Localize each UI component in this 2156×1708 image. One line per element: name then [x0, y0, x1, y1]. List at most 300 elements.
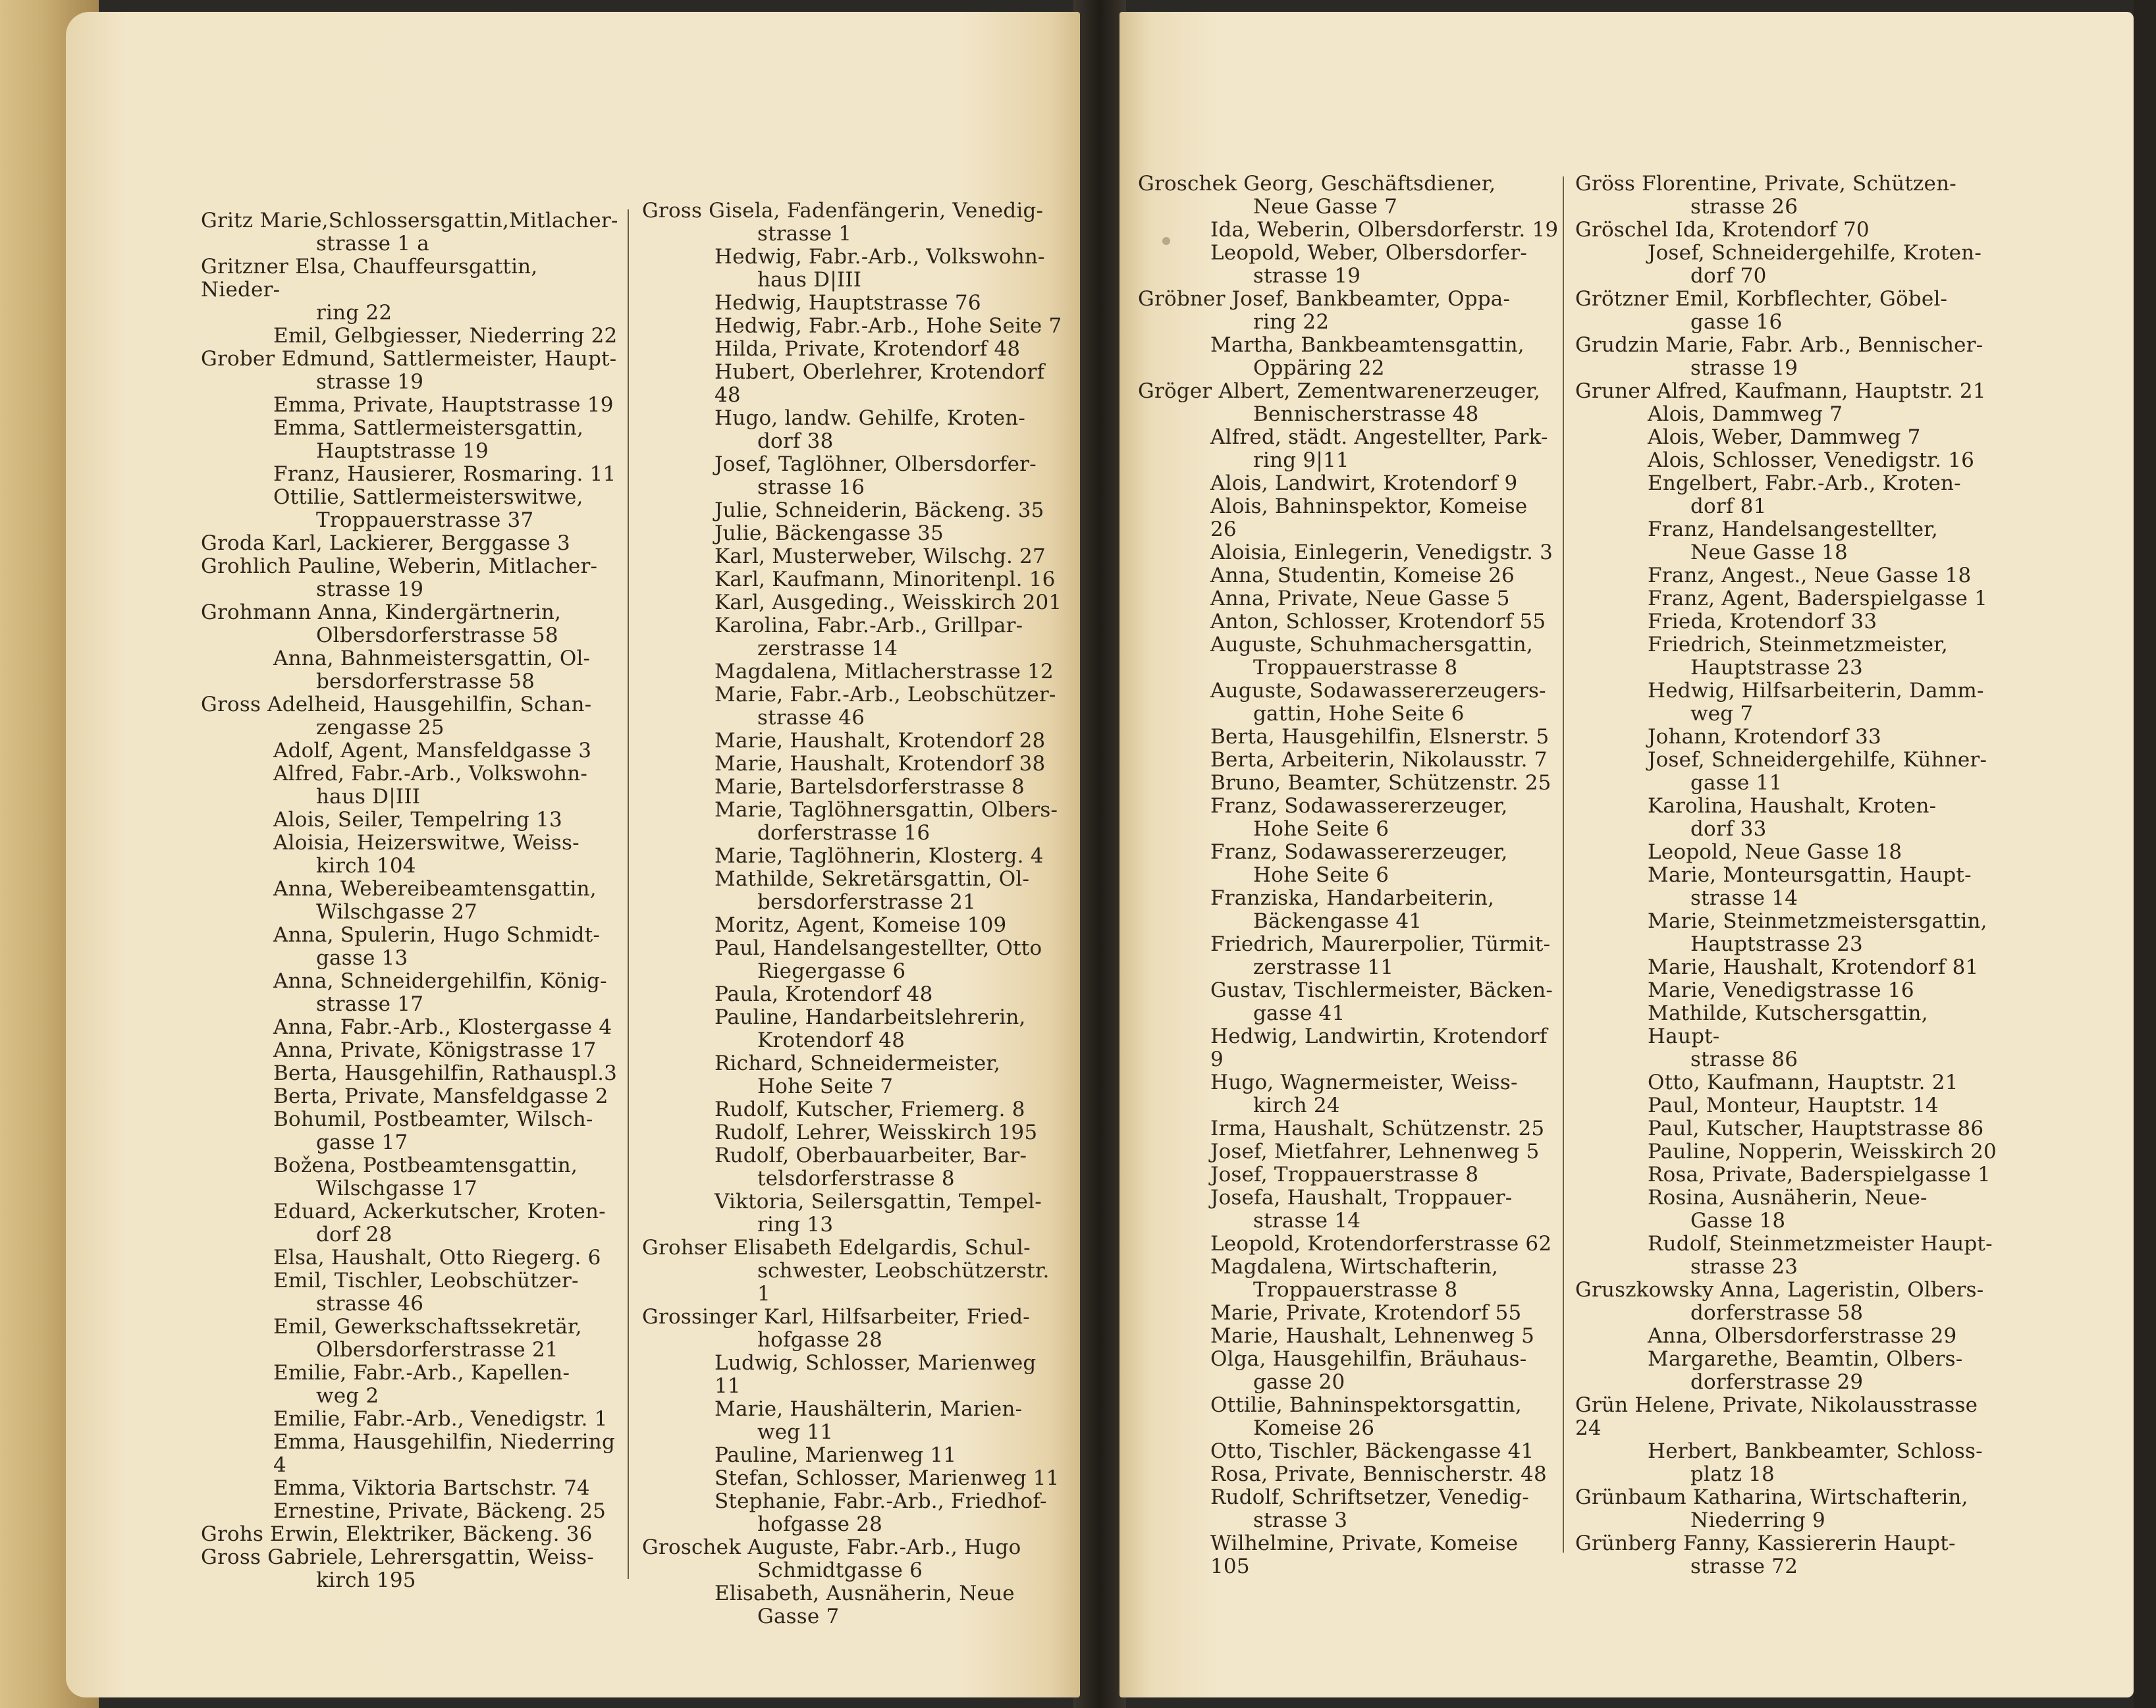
directory-entry — [642, 914, 1064, 937]
entry-continuation-line: platz 18 — [1690, 1462, 1775, 1486]
directory-entry — [1138, 1302, 1559, 1325]
directory-entry — [201, 1108, 622, 1154]
entry-continuation-line: schwester, Leobschützerstr. 1 — [757, 1259, 1050, 1306]
entry-line: Groschek Auguste, Fabr.-Arb., Hugo — [642, 1535, 1021, 1559]
entry-continuation-line: telsdorferstrasse 8 — [757, 1167, 955, 1190]
directory-entry — [1575, 795, 2003, 841]
directory-entry — [1138, 1486, 1559, 1532]
directory-entry — [201, 924, 622, 970]
directory-entry — [1138, 610, 1559, 633]
entry-line: Magdalena, Mitlacherstrasse 12 — [714, 660, 1054, 683]
entry-line: Berta, Arbeiterin, Nikolausstr. 7 — [1210, 748, 1548, 772]
directory-entry — [201, 417, 622, 463]
directory-entry-surname — [201, 255, 622, 325]
directory-entry-surname — [201, 601, 622, 647]
directory-entry — [1575, 1163, 2003, 1187]
directory-entry — [642, 1467, 1064, 1490]
directory-entry — [1138, 495, 1559, 541]
entry-line: Gröschel Ida, Krotendorf 70 — [1575, 218, 1870, 242]
entry-line: Bohumil, Postbeamter, Wilsch- — [273, 1108, 593, 1131]
entry-continuation-line: Troppauerstrasse 8 — [1253, 1278, 1458, 1302]
entry-line: Emma, Private, Hauptstrasse 19 — [273, 393, 614, 417]
entry-continuation-line: zerstrasse 14 — [757, 637, 898, 660]
directory-entry — [642, 753, 1064, 776]
directory-entry — [201, 394, 622, 417]
entry-line: Stephanie, Fabr.-Arb., Friedhof- — [714, 1489, 1047, 1513]
entry-continuation-line: Neue Gasse 7 — [1253, 195, 1398, 219]
directory-entry — [201, 486, 622, 532]
entry-continuation-line: Oppäring 22 — [1253, 356, 1385, 380]
entry-line: Karl, Kaufmann, Minoritenpl. 16 — [714, 568, 1056, 591]
directory-entry — [1575, 518, 2003, 564]
entry-line: Elsa, Haushalt, Otto Riegerg. 6 — [273, 1246, 601, 1269]
entry-line: Josefa, Haushalt, Troppauer- — [1210, 1186, 1513, 1210]
directory-entry — [1138, 1463, 1559, 1486]
entry-line: Richard, Schneidermeister, — [714, 1052, 1001, 1075]
directory-entry-surname — [201, 1546, 622, 1592]
entry-line: Magdalena, Wirtschafterin, — [1210, 1255, 1499, 1279]
entry-line: Otto, Tischler, Bäckengasse 41 — [1210, 1439, 1534, 1463]
entry-line: Alois, Schlosser, Venedigstr. 16 — [1648, 448, 1975, 472]
entry-line: Karl, Ausgeding., Weisskirch 201 — [714, 591, 1062, 614]
directory-entry — [642, 1352, 1064, 1398]
entry-line: Otto, Kaufmann, Hauptstr. 21 — [1648, 1071, 1958, 1094]
entry-line: Grudzin Marie, Fabr. Arb., Bennischer- — [1575, 333, 1983, 357]
entry-continuation-line: kirch 104 — [316, 854, 416, 878]
entry-continuation-line: Bäckengasse 41 — [1253, 909, 1422, 933]
entry-line: Hubert, Oberlehrer, Krotendorf 48 — [714, 360, 1045, 407]
entry-continuation-line: dorferstrasse 58 — [1690, 1301, 1864, 1325]
entry-line: Moritz, Agent, Komeise 109 — [714, 913, 1007, 937]
entry-line: Karolina, Fabr.-Arb., Grillpar- — [714, 614, 1023, 637]
entry-line: Josef, Taglöhner, Olbersdorfer- — [714, 452, 1037, 476]
entry-line: Pauline, Nopperin, Weisskirch 20 — [1648, 1140, 1997, 1163]
directory-entry-surname — [201, 209, 622, 255]
entry-continuation-line: strasse 3 — [1253, 1508, 1348, 1532]
entry-line: Hedwig, Landwirtin, Krotendorf 9 — [1210, 1025, 1548, 1071]
entry-continuation-line: gasse 13 — [316, 946, 408, 970]
entry-continuation-line: Hauptstrasse 23 — [1690, 656, 1863, 680]
entry-continuation-line: haus D|III — [757, 268, 862, 292]
entry-continuation-line: strasse 19 — [316, 577, 424, 601]
entry-continuation-line: Neue Gasse 18 — [1690, 541, 1848, 564]
directory-entry — [642, 868, 1064, 914]
directory-entry-surname — [201, 532, 622, 555]
entry-line: Auguste, Sodawassererzeugers- — [1210, 679, 1546, 703]
directory-entry — [1138, 933, 1559, 979]
directory-entry — [642, 799, 1064, 845]
entry-line: Alfred, Fabr.-Arb., Volkswohn- — [273, 762, 587, 786]
directory-entry-surname — [1575, 380, 2003, 403]
directory-entry — [201, 1477, 622, 1500]
entry-continuation-line: zerstrasse 11 — [1253, 955, 1394, 979]
directory-entry-surname — [1575, 334, 2003, 380]
background-right-edge — [2134, 0, 2156, 1708]
entry-continuation-line: strasse 46 — [316, 1292, 424, 1316]
directory-entry-surname — [642, 1237, 1064, 1306]
directory-entry — [1138, 541, 1559, 564]
entry-line: Berta, Hausgehilfin, Elsnerstr. 5 — [1210, 725, 1550, 749]
directory-entry — [1138, 1117, 1559, 1140]
directory-entry-surname — [201, 1523, 622, 1546]
directory-entry — [642, 1098, 1064, 1121]
entry-line: Auguste, Schuhmachersgattin, — [1210, 633, 1533, 656]
entry-line: Gross Gabriele, Lehrersgattin, Weiss- — [201, 1545, 594, 1569]
entry-line: Marie, Haushalt, Lehnenweg 5 — [1210, 1324, 1535, 1348]
directory-entry-surname — [642, 1536, 1064, 1582]
entry-line: Josef, Troppauerstrasse 8 — [1210, 1163, 1479, 1187]
directory-entry — [642, 292, 1064, 315]
directory-entry — [201, 970, 622, 1016]
directory-entry — [1575, 472, 2003, 518]
directory-entry — [201, 1500, 622, 1523]
entry-continuation-line: dorf 81 — [1690, 494, 1767, 518]
entry-line: Viktoria, Seilersgattin, Tempel- — [714, 1190, 1042, 1214]
directory-entry — [1575, 633, 2003, 680]
directory-entry — [642, 591, 1064, 614]
directory-entry — [642, 776, 1064, 799]
entry-continuation-line: weg 11 — [757, 1420, 834, 1444]
left-page-column-1 — [201, 209, 622, 1592]
entry-line: Aloisia, Heizerswitwe, Weiss- — [273, 831, 579, 855]
entry-line: Paul, Handelsangestellter, Otto — [714, 936, 1042, 960]
entry-continuation-line: strasse 23 — [1690, 1255, 1798, 1279]
entry-line: Hugo, Wagnermeister, Weiss- — [1210, 1071, 1518, 1094]
directory-entry — [1575, 1187, 2003, 1233]
entry-line: Aloisia, Einlegerin, Venedigstr. 3 — [1210, 541, 1553, 564]
directory-entry-surname — [1575, 219, 2003, 242]
directory-entry — [1575, 426, 2003, 449]
directory-entry — [1138, 587, 1559, 610]
entry-continuation-line: strasse 86 — [1690, 1048, 1798, 1071]
entry-continuation-line: Troppauerstrasse 37 — [316, 508, 534, 532]
directory-entry — [1138, 1394, 1559, 1440]
entry-continuation-line: Riegergasse 6 — [757, 959, 906, 983]
entry-line: Anna, Private, Neue Gasse 5 — [1210, 587, 1510, 610]
entry-line: Emma, Sattlermeistersgattin, — [273, 416, 583, 440]
directory-entry — [1575, 1440, 2003, 1486]
entry-continuation-line: ring 22 — [316, 301, 392, 325]
entry-line: Bruno, Beamter, Schützenstr. 25 — [1210, 771, 1551, 795]
entry-continuation-line: gasse 41 — [1253, 1001, 1345, 1025]
directory-entry — [201, 325, 622, 348]
directory-entry — [642, 614, 1064, 660]
entry-line: Mathilde, Kutschersgattin, Haupt- — [1648, 1001, 1928, 1048]
entry-continuation-line: haus D|III — [316, 785, 421, 809]
entry-line: Rudolf, Steinmetzmeister Haupt- — [1648, 1232, 1993, 1256]
entry-line: Anna, Bahnmeistersgattin, Ol- — [273, 647, 591, 670]
entry-continuation-line: strasse 16 — [757, 475, 865, 499]
entry-line: Hedwig, Fabr.-Arb., Volkswohn- — [714, 245, 1045, 269]
directory-entry — [1138, 242, 1559, 288]
directory-entry — [642, 1144, 1064, 1190]
entry-continuation-line: Olbersdorferstrasse 21 — [316, 1338, 558, 1362]
directory-entry-surname — [201, 348, 622, 394]
entry-continuation-line: strasse 19 — [1253, 264, 1361, 288]
entry-line: Marie, Haushalt, Krotendorf 81 — [1648, 955, 1979, 979]
entry-line: Martha, Bankbeamtensgattin, — [1210, 333, 1524, 357]
entry-continuation-line: bersdorferstrasse 58 — [316, 670, 535, 693]
entry-line: Božena, Postbeamtensgattin, — [273, 1154, 578, 1177]
entry-line: Engelbert, Fabr.-Arb., Kroten- — [1648, 471, 1961, 495]
directory-entry — [201, 878, 622, 924]
directory-entry — [201, 1154, 622, 1200]
directory-entry — [201, 739, 622, 762]
entry-line: Groda Karl, Lackierer, Berggasse 3 — [201, 531, 570, 555]
entry-line: Anton, Schlosser, Krotendorf 55 — [1210, 610, 1546, 633]
entry-line: Johann, Krotendorf 33 — [1648, 725, 1881, 749]
entry-continuation-line: Hohe Seite 7 — [757, 1075, 894, 1098]
directory-entry — [642, 338, 1064, 361]
entry-line: Rosa, Private, Baderspielgasse 1 — [1648, 1163, 1991, 1187]
entry-continuation-line: strasse 26 — [1690, 195, 1798, 219]
directory-entry — [201, 1408, 622, 1431]
entry-line: Marie, Monteursgattin, Haupt- — [1648, 863, 1972, 887]
entry-line: Mathilde, Sekretärsgattin, Ol- — [714, 867, 1030, 891]
directory-entry — [1575, 979, 2003, 1002]
entry-line: Pauline, Handarbeitslehrerin, — [714, 1005, 1026, 1029]
entry-line: Emma, Viktoria Bartschstr. 74 — [273, 1476, 590, 1500]
entry-line: Grün Helene, Private, Nikolausstrasse 24 — [1575, 1393, 1978, 1440]
entry-line: Anna, Private, Königstrasse 17 — [273, 1038, 597, 1062]
entry-line: Grünbaum Katharina, Wirtschafterin, — [1575, 1485, 1968, 1509]
directory-entry — [642, 453, 1064, 499]
directory-entry — [201, 1085, 622, 1108]
entry-continuation-line: Wilschgasse 17 — [316, 1177, 477, 1200]
entry-continuation-line: strasse 1 a — [316, 232, 429, 255]
directory-entry — [1138, 772, 1559, 795]
entry-continuation-line: Troppauerstrasse 8 — [1253, 656, 1458, 680]
directory-entry-surname — [1575, 1532, 2003, 1578]
entry-line: Gustav, Tischlermeister, Bäcken- — [1210, 978, 1553, 1002]
entry-line: Groschek Georg, Geschäftsdiener, — [1138, 172, 1496, 196]
entry-line: Gruner Alfred, Kaufmann, Hauptstr. 21 — [1575, 379, 1986, 403]
entry-continuation-line: Hohe Seite 6 — [1253, 863, 1389, 887]
directory-entry — [642, 568, 1064, 591]
entry-line: Josef, Schneidergehilfe, Kroten- — [1648, 241, 1982, 265]
entry-line: Rudolf, Oberbauarbeiter, Bar- — [714, 1144, 1027, 1167]
directory-entry — [1138, 979, 1559, 1025]
entry-line: Ida, Weberin, Olbersdorferstr. 19 — [1210, 218, 1559, 242]
entry-line: Grohser Elisabeth Edelgardis, Schul- — [642, 1236, 1031, 1260]
entry-line: Gritzner Elsa, Chauffeursgattin, Nieder- — [201, 255, 538, 302]
directory-entry — [1138, 1187, 1559, 1233]
entry-line: Hedwig, Hilfsarbeiterin, Damm- — [1648, 679, 1984, 703]
directory-entry — [1575, 864, 2003, 910]
entry-continuation-line: weg 2 — [316, 1384, 379, 1408]
entry-continuation-line: gasse 16 — [1690, 310, 1783, 334]
directory-entry — [1575, 449, 2003, 472]
entry-line: Franz, Agent, Baderspielgasse 1 — [1648, 587, 1987, 610]
directory-entry — [1575, 1140, 2003, 1163]
entry-continuation-line: dorf 33 — [1690, 817, 1767, 841]
entry-continuation-line: strasse 46 — [757, 706, 865, 730]
entry-line: Emil, Gewerkschaftssekretär, — [273, 1315, 582, 1339]
directory-entry — [642, 522, 1064, 545]
entry-line: Franz, Angest., Neue Gasse 18 — [1648, 564, 1972, 587]
directory-entry — [642, 1444, 1064, 1467]
entry-continuation-line: zengasse 25 — [316, 716, 445, 739]
right-page-column-2 — [1575, 173, 2003, 1578]
entry-continuation-line: ring 9|11 — [1253, 448, 1349, 472]
entry-line: Friedrich, Maurerpolier, Türmit- — [1210, 932, 1551, 956]
left-page-column-2 — [642, 200, 1064, 1628]
directory-entry-surname — [201, 693, 622, 739]
entry-line: Marie, Haushalt, Krotendorf 28 — [714, 729, 1046, 753]
entry-line: Alois, Bahninspektor, Komeise 26 — [1210, 494, 1528, 541]
directory-entry — [1138, 795, 1559, 841]
book-gutter — [1073, 0, 1126, 1708]
directory-entry — [642, 683, 1064, 730]
entry-line: Friedrich, Steinmetzmeister, — [1648, 633, 1948, 656]
entry-line: Marie, Taglöhnerin, Klosterg. 4 — [714, 844, 1044, 868]
entry-line: Alois, Dammweg 7 — [1648, 402, 1843, 426]
entry-line: Grohmann Anna, Kindergärtnerin, — [201, 600, 562, 624]
directory-entry — [201, 1200, 622, 1246]
entry-line: Grohs Erwin, Elektriker, Bäckeng. 36 — [201, 1522, 593, 1546]
entry-line: Gross Gisela, Fadenfängerin, Venedig- — [642, 199, 1044, 223]
entry-line: Julie, Bäckengasse 35 — [714, 521, 944, 545]
directory-entry — [1575, 564, 2003, 587]
directory-entry — [1575, 910, 2003, 956]
entry-continuation-line: Gasse 7 — [757, 1605, 840, 1628]
entry-line: Pauline, Marienweg 11 — [714, 1443, 957, 1467]
directory-entry — [642, 499, 1064, 522]
entry-line: Franziska, Handarbeiterin, — [1210, 886, 1495, 910]
directory-entry — [1575, 1325, 2003, 1348]
directory-entry — [201, 1431, 622, 1477]
directory-entry — [1138, 633, 1559, 680]
entry-line: Paul, Kutscher, Hauptstrasse 86 — [1648, 1117, 1984, 1140]
entry-line: Wilhelmine, Private, Komeise 105 — [1210, 1532, 1519, 1578]
directory-entry — [642, 1398, 1064, 1444]
directory-entry — [642, 1490, 1064, 1536]
entry-line: Karolina, Haushalt, Kroten- — [1648, 794, 1937, 818]
entry-line: Alois, Weber, Dammweg 7 — [1648, 425, 1921, 449]
entry-continuation-line: gasse 11 — [1690, 771, 1783, 795]
directory-entry-surname — [1138, 288, 1559, 334]
directory-entry — [1138, 426, 1559, 472]
directory-entry — [1575, 680, 2003, 726]
directory-entry — [642, 660, 1064, 683]
directory-entry-surname — [642, 1306, 1064, 1352]
entry-line: Gross Adelheid, Hausgehilfin, Schan- — [201, 693, 592, 716]
entry-line: Grober Edmund, Sattlermeister, Haupt- — [201, 347, 617, 371]
directory-entry — [1575, 1094, 2003, 1117]
directory-entry — [1138, 1325, 1559, 1348]
entry-line: Paul, Monteur, Hauptstr. 14 — [1648, 1094, 1939, 1117]
entry-line: Stefan, Schlosser, Marienweg 11 — [714, 1466, 1060, 1490]
entry-line: Gruszkowsky Anna, Lageristin, Olbers- — [1575, 1278, 1984, 1302]
entry-continuation-line: dorf 38 — [757, 429, 834, 453]
directory-entry — [1138, 680, 1559, 726]
entry-continuation-line: Wilschgasse 27 — [316, 900, 477, 924]
directory-entry — [1138, 472, 1559, 495]
directory-entry — [1138, 1256, 1559, 1302]
entry-line: Margarethe, Beamtin, Olbers- — [1648, 1347, 1963, 1371]
directory-entry — [1138, 1348, 1559, 1394]
entry-line: Rudolf, Kutscher, Friemerg. 8 — [714, 1098, 1025, 1121]
entry-line: Grünberg Fanny, Kassiererin Haupt- — [1575, 1532, 1956, 1555]
entry-continuation-line: dorferstrasse 16 — [757, 821, 930, 845]
directory-entry — [1138, 1140, 1559, 1163]
directory-entry — [642, 1582, 1064, 1628]
directory-entry — [1138, 1440, 1559, 1463]
directory-entry — [1575, 956, 2003, 979]
directory-entry — [642, 845, 1064, 868]
entry-continuation-line: gasse 17 — [316, 1131, 408, 1154]
entry-line: Ottilie, Sattlermeisterswitwe, — [273, 485, 583, 509]
directory-entry — [642, 1052, 1064, 1098]
directory-entry — [1575, 242, 2003, 288]
entry-line: Josef, Mietfahrer, Lehnenweg 5 — [1210, 1140, 1540, 1163]
entry-continuation-line: bersdorferstrasse 21 — [757, 890, 977, 914]
ink-speck — [1162, 237, 1170, 245]
directory-entry — [201, 809, 622, 832]
directory-entry-surname — [1575, 1486, 2003, 1532]
entry-line: Anna, Schneidergehilfin, König- — [273, 969, 607, 993]
entry-line: Franz, Sodawassererzeuger, — [1210, 794, 1508, 818]
entry-continuation-line: strasse 19 — [1690, 356, 1798, 380]
entry-line: Marie, Haushalt, Krotendorf 38 — [714, 752, 1046, 776]
entry-continuation-line: hofgasse 28 — [757, 1328, 883, 1352]
entry-continuation-line: dorf 70 — [1690, 264, 1767, 288]
directory-entry — [1575, 726, 2003, 749]
entry-continuation-line: Komeise 26 — [1253, 1416, 1375, 1440]
directory-entry — [201, 1039, 622, 1062]
entry-line: Marie, Haushälterin, Marien- — [714, 1397, 1023, 1421]
directory-entry — [201, 463, 622, 486]
entry-line: Anna, Olbersdorferstrasse 29 — [1648, 1324, 1957, 1348]
right-page-column-1 — [1138, 173, 1559, 1578]
directory-entry — [201, 1062, 622, 1085]
entry-line: Anna, Fabr.-Arb., Klostergasse 4 — [273, 1015, 612, 1039]
entry-line: Ottilie, Bahninspektorsgattin, — [1210, 1393, 1522, 1417]
directory-entry — [1575, 587, 2003, 610]
directory-entry — [201, 647, 622, 693]
entry-line: Ludwig, Schlosser, Marienweg 11 — [714, 1351, 1037, 1398]
entry-continuation-line: ring 22 — [1253, 310, 1330, 334]
entry-line: Julie, Schneiderin, Bäckeng. 35 — [714, 498, 1044, 522]
directory-entry — [642, 545, 1064, 568]
directory-entry — [201, 1269, 622, 1316]
entry-line: Ernestine, Private, Bäckeng. 25 — [273, 1499, 606, 1523]
entry-line: Gröbner Josef, Bankbeamter, Oppa- — [1138, 287, 1511, 311]
entry-continuation-line: strasse 19 — [316, 370, 424, 394]
entry-line: Emma, Hausgehilfin, Niederring 4 — [273, 1430, 615, 1477]
directory-entry — [642, 407, 1064, 453]
directory-entry — [1575, 1071, 2003, 1094]
entry-line: Marie, Steinmetzmeistersgattin, — [1648, 909, 1987, 933]
entry-continuation-line: Krotendorf 48 — [757, 1028, 905, 1052]
entry-continuation-line: kirch 195 — [316, 1568, 416, 1592]
directory-entry — [1575, 749, 2003, 795]
entry-continuation-line: gasse 20 — [1253, 1370, 1345, 1394]
directory-entry — [201, 1246, 622, 1269]
entry-continuation-line: strasse 17 — [316, 992, 424, 1016]
directory-entry — [1138, 1532, 1559, 1578]
directory-entry — [201, 1016, 622, 1039]
directory-entry — [1575, 1002, 2003, 1071]
entry-line: Frieda, Krotendorf 33 — [1648, 610, 1877, 633]
entry-line: Anna, Spulerin, Hugo Schmidt- — [273, 923, 601, 947]
directory-entry — [1138, 219, 1559, 242]
entry-line: Alfred, städt. Angestellter, Park- — [1210, 425, 1548, 449]
entry-continuation-line: strasse 72 — [1690, 1555, 1798, 1578]
entry-line: Hedwig, Fabr.-Arb., Hohe Seite 7 — [714, 314, 1062, 338]
column-divider-right — [1563, 176, 1564, 1553]
directory-entry — [1138, 1233, 1559, 1256]
